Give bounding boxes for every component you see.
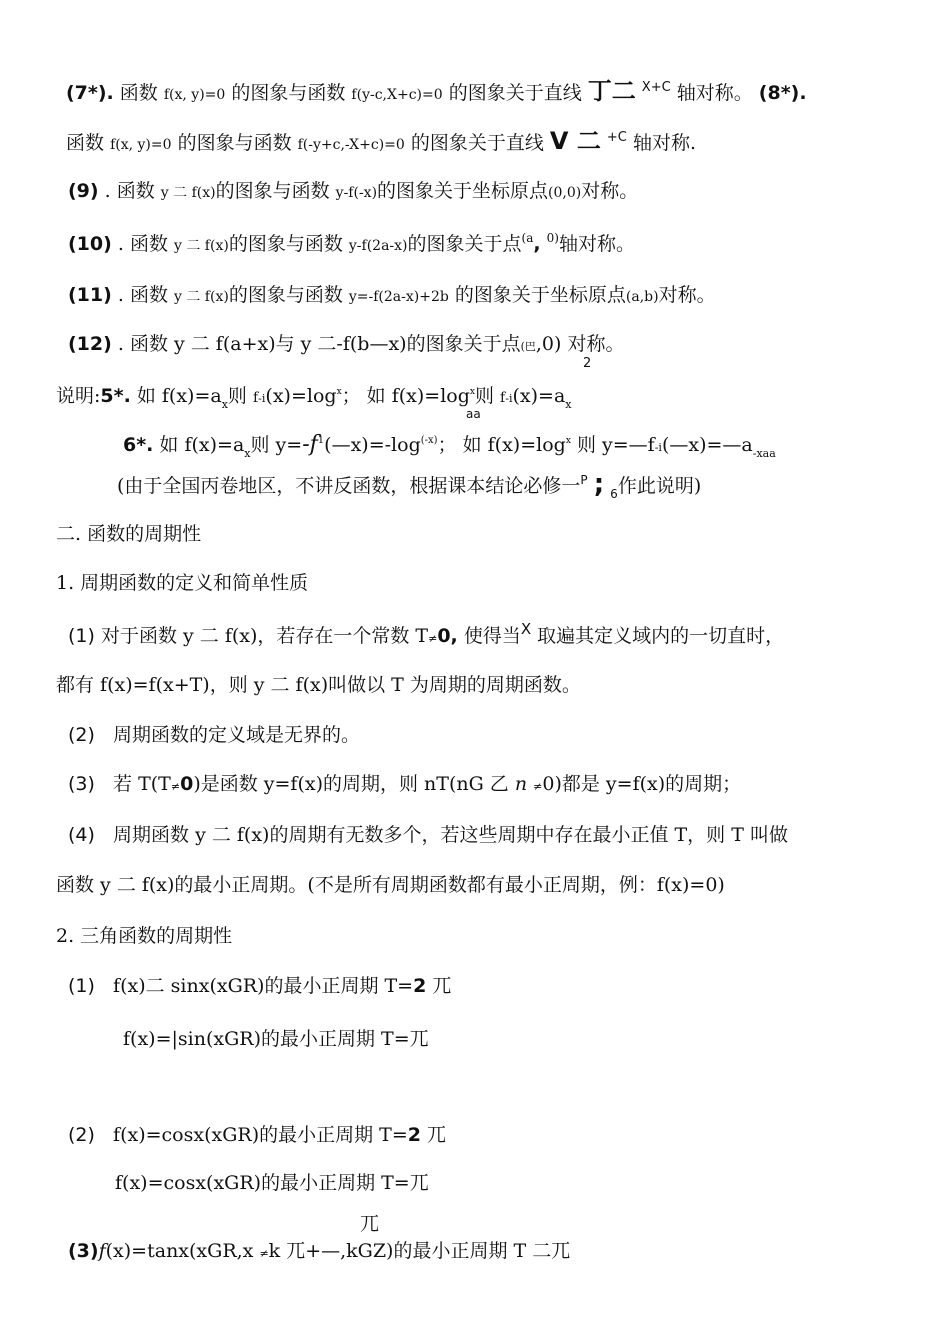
text: 对称。 [581, 180, 639, 202]
formula: y=-f(2a-x)+2b [348, 289, 449, 305]
definition-item-3 [68, 771, 741, 800]
trig-tan-period [68, 1238, 570, 1267]
formula: f(x, y)=0 [163, 87, 226, 103]
text: 轴对称. [632, 132, 696, 154]
text: 轴对称。 [676, 82, 753, 104]
formula: 则 y=—f [576, 434, 655, 456]
formula: 兀 [432, 975, 452, 997]
text: 的图象关于坐标原点 [454, 284, 626, 306]
formula: ,0) [535, 333, 562, 355]
item-number: (12) [68, 333, 112, 355]
note-6-line [123, 432, 776, 462]
formula: ； 如 f(x)=log [437, 434, 566, 456]
formula: 如 f(x)=a [136, 385, 222, 407]
item-number: (3) [68, 773, 95, 795]
item-number: (2) [68, 1124, 95, 1146]
item-number: 6*. [123, 434, 154, 456]
formula: (x)=a [512, 385, 566, 407]
trig-abs-sin-period: f(x)=|sin(xGR)的最小正周期 T=兀 [123, 1028, 429, 1050]
formula-subscript: -x [752, 447, 763, 460]
formula-superscript: 0) [546, 231, 559, 245]
text: 的图象与函数 [228, 284, 343, 306]
formula: f [98, 1240, 106, 1262]
text: 则 [474, 385, 494, 407]
formula-symbol: 丁二 [587, 77, 636, 105]
formula-subscript: -i [258, 392, 266, 405]
text: 的图象与函数 [177, 132, 292, 154]
formula-superscript: x [469, 387, 475, 397]
formula: 如 f(x)=a [159, 434, 245, 456]
formula: ≠ [428, 632, 438, 645]
formula-superscript: (a [521, 231, 534, 245]
formula: ； 如 f(x)=log [341, 385, 470, 407]
formula-superscript: X+C [641, 80, 671, 95]
formula: y-f(-x) [335, 185, 378, 201]
text: 对称。 [658, 284, 716, 306]
item-number: (4) [68, 824, 95, 846]
formula-superscript: 1 [317, 435, 325, 446]
text: 则 y= [250, 434, 303, 456]
trig-cos-period-2: f(x)=cosx(xGR)的最小正周期 T=兀 [115, 1172, 429, 1194]
formula: ≠ [259, 1247, 269, 1260]
subsection-heading: 1. 周期函数的定义和简单性质 [56, 572, 309, 594]
item-number: 5*. [100, 385, 131, 407]
text: 的图象关于坐标原点 [377, 180, 549, 202]
formula-symbol: V 二 [549, 127, 601, 155]
formula-superscript: P [580, 473, 588, 487]
formula: f [252, 390, 259, 406]
formula: ( [520, 340, 525, 353]
formula: y 二 f(x) [174, 289, 229, 305]
formula-subscript: aa [762, 447, 776, 460]
note-5-line [56, 383, 572, 413]
text: . 函数 [117, 233, 168, 255]
definition-item-2 [68, 722, 360, 748]
item-number: (1) [68, 625, 95, 647]
text: 轴对称。 [558, 233, 635, 255]
text: 周期函数的定义域是无界的。 [113, 724, 361, 746]
formula-superscript: X [520, 620, 532, 638]
text: 作此说明) [617, 475, 702, 497]
formula: f(y-c,X+c)=0 [351, 87, 443, 103]
property-11-line [68, 282, 716, 310]
definition-item-4 [68, 822, 788, 848]
text: 的图象与函数 [215, 180, 330, 202]
formula-symbol: ; [593, 469, 605, 499]
formula-superscript: +C [606, 130, 627, 145]
formula: 0 [180, 773, 194, 795]
property-12-line [68, 331, 625, 360]
formula: -f [302, 432, 318, 457]
text: f(x)=cosx(xGR)的最小正周期 T= [113, 1124, 408, 1146]
text: . 函数 [117, 284, 168, 306]
trig-sin-period [68, 973, 451, 999]
fraction-denominator: 2 [583, 356, 592, 371]
text: k 兀+—,kGZ)的最小正周期 T 二兀 [268, 1240, 571, 1262]
formula-subscript: x [244, 447, 251, 460]
property-7-line [66, 78, 807, 109]
formula: 0, [437, 625, 458, 647]
item-number: (10) [68, 233, 112, 255]
item-number: (1) [68, 975, 95, 997]
formula: ≠ [533, 780, 543, 793]
text: 的图象关于直线 [448, 82, 582, 104]
formula: n [514, 773, 528, 795]
note-remark-line [117, 471, 701, 501]
text: 对于函数 y 二 f(x)，若存在一个常数 T [100, 625, 429, 647]
formula: 巴 [524, 340, 536, 353]
text: 对称。 [567, 333, 625, 355]
item-number: (11) [68, 284, 112, 306]
definition-item-4-continued: 函数 y 二 f(x)的最小正周期。(不是所有周期函数都有最小正周期，例：f(x)=0) [56, 874, 725, 896]
formula-subscript: x [221, 398, 228, 411]
text: 函数 [119, 82, 158, 104]
formula: f(x, y)=0 [110, 137, 172, 153]
text: (x)=tanx(xGR,x [105, 1240, 254, 1262]
text: . 函数 y 二 f(a+x)与 y 二-f(b—x)的图象关于点 [117, 333, 521, 355]
formula: 2 [413, 975, 427, 997]
formula: (a,b) [625, 289, 659, 305]
definition-item-1 [68, 620, 785, 652]
property-8-line [66, 128, 696, 159]
text: 0)都是 y=f(x)的周期； [542, 773, 742, 795]
text: 使得当 [463, 625, 521, 647]
formula: y 二 f(x) [160, 185, 216, 201]
text: 取遍其定义域内的一切直时， [537, 625, 785, 647]
formula: (—x)=—a [661, 434, 753, 456]
formula-superscript: (-x) [420, 435, 438, 446]
formula-subscript: -i [505, 392, 513, 405]
trig-cos-period [68, 1122, 446, 1148]
formula: , [533, 233, 541, 255]
log-base-subscript: aa [466, 407, 481, 421]
text: . 函数 [104, 180, 155, 202]
section-heading: 二. 函数的周期性 [56, 523, 202, 545]
text: 若 T(T [113, 773, 171, 795]
formula-subscript: x [565, 398, 572, 411]
item-number: (9) [68, 180, 99, 202]
text: )是函数 y=f(x)的周期，则 nT(nG 乙 [193, 773, 509, 795]
subsection-heading: 2. 三角函数的周期性 [56, 925, 233, 947]
text: (由于全国丙卷地区，不讲反函数，根据课本结论必修一 [117, 475, 581, 497]
formula: y 二 f(x) [174, 238, 229, 254]
text: 的图象与函数 [231, 82, 346, 104]
text: 周期函数 y 二 f(x)的周期有无数多个，若这些周期中存在最小正值 T，则 T 叫做 [113, 824, 788, 846]
formula: (—x)=-log [324, 434, 421, 456]
formula-superscript: x [565, 436, 571, 446]
formula: f(-y+c,-X+c)=0 [297, 137, 405, 153]
definition-item-1-continued: 都有 f(x)=f(x+T)，则 y 二 f(x)叫做以 T 为周期的周期函数。 [56, 674, 581, 696]
text: f(x)二 sinx(xGR)的最小正周期 T= [113, 975, 414, 997]
item-number: (3) [68, 1240, 99, 1262]
text: 说明: [56, 385, 101, 407]
text: 则 [227, 385, 247, 407]
formula: 2 [407, 1124, 421, 1146]
formula-superscript: x [336, 387, 342, 397]
text: 的图象关于点 [407, 233, 522, 255]
formula-subscript: 6 [610, 487, 618, 501]
text: 的图象与函数 [228, 233, 343, 255]
item-number: (7*). [66, 82, 114, 104]
formula: f [500, 390, 506, 406]
formula: 兀 [427, 1124, 447, 1146]
formula-subscript: -i [654, 441, 662, 454]
item-number: (8*). [758, 82, 807, 104]
text: 函数 [66, 132, 105, 154]
formula: (x)=log [265, 385, 337, 407]
formula: y-f(2a-x) [348, 238, 408, 254]
property-10-line [68, 231, 635, 259]
formula: (0,0) [548, 185, 582, 201]
formula: ≠ [170, 780, 181, 793]
item-number: (2) [68, 724, 95, 746]
fraction-numerator: 兀 [360, 1213, 380, 1235]
text: 的图象关于直线 [410, 132, 544, 154]
property-9-line [68, 178, 638, 206]
